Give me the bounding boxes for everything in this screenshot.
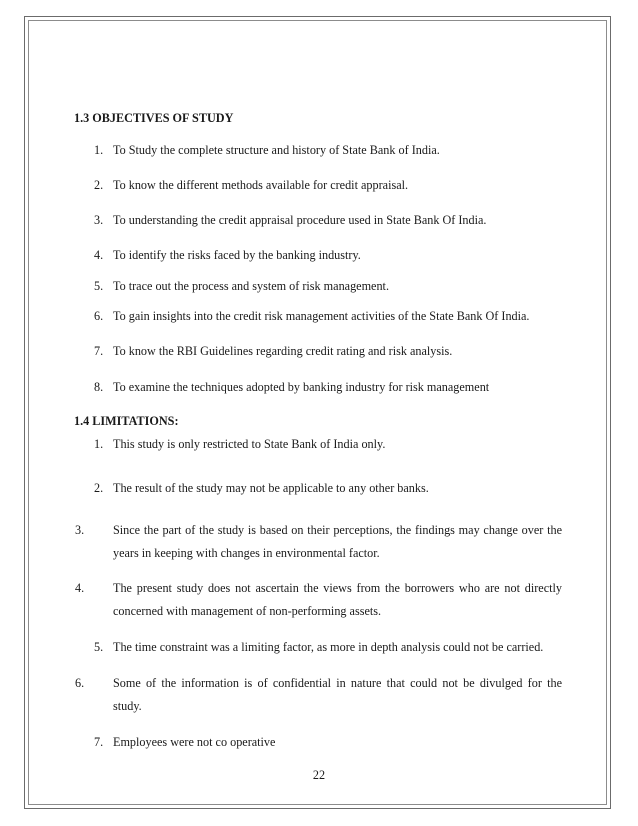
objective-item: 2. To know the different methods available for credit appraisal.: [94, 178, 409, 192]
limitation-item: 7. Employees were not co operative: [94, 735, 276, 749]
limitation-item: 2. The result of the study may not be applicable to any other banks.: [94, 481, 429, 495]
limitation-item-continuation: concerned with management of non-performing assets.: [113, 604, 382, 618]
objective-item: 1. To Study the complete structure and history of State Bank of India.: [94, 143, 440, 157]
objective-item: 4. To identify the risks faced by the banking industry.: [94, 248, 361, 262]
objective-item: 7. To know the RBI Guidelines regarding credit rating and risk analysis.: [94, 344, 453, 358]
objective-item: 6. To gain insights into the credit risk management activities of the State Bank Of India.: [94, 309, 530, 323]
limitation-item: 6. Some of the information is of confidential in nature that could not be divulged for the: [75, 676, 562, 690]
limitation-item: 5. The time constraint was a limiting factor, as more in depth analysis could not be carried.: [94, 640, 544, 654]
objective-item: 3. To understanding the credit appraisal procedure used in State Bank Of India.: [94, 213, 487, 227]
limitation-item-continuation: years in keeping with changes in environmental factor.: [113, 546, 380, 560]
limitation-item: 4. The present study does not ascertain the views from the borrowers who are not directly: [75, 581, 562, 595]
limitation-item: 3. Since the part of the study is based on their perceptions, the findings may change over the: [75, 523, 562, 537]
limitations-heading: 1.4 LIMITATIONS:: [74, 414, 179, 428]
objective-item: 5. To trace out the process and system of risk management.: [94, 279, 389, 293]
limitation-item-continuation: study.: [113, 699, 142, 713]
limitation-item: 1. This study is only restricted to State Bank of India only.: [94, 437, 386, 451]
page-number: 22: [312, 768, 326, 782]
objectives-heading: 1.3 OBJECTIVES OF STUDY: [74, 111, 234, 125]
objective-item: 8. To examine the techniques adopted by banking industry for risk management: [94, 380, 490, 394]
